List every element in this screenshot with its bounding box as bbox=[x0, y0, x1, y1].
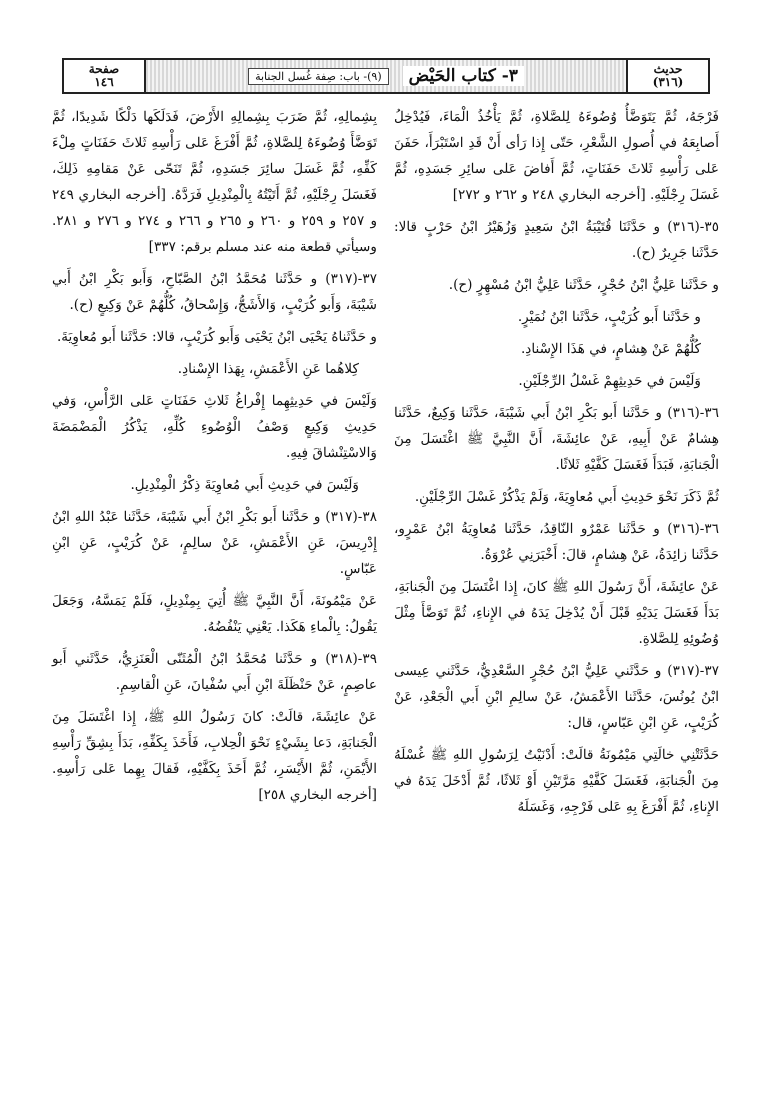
paragraph: و حَدَّثَنا أَبو كُرَيْبٍ، حَدَّثَنا ابْنُ نُمَيْرٍ. bbox=[517, 309, 701, 325]
paragraph: ثُمَّ ذَكَرَ نَحْوَ حَدِيثِ أَبي مُعاوِيَةَ، وَلَمْ يَذْكُرْ غَسْلَ الرِّجْلَيْنِ. bbox=[414, 489, 719, 505]
paragraph: عَنْ عائِشَةَ، قالَتْ: كانَ رَسُولُ اللهِ ﷺ، إِذا اغْتَسَلَ مِنَ الْجَنابَةِ، دَعا بِشَيْءٍ نَحْوَ الْحِلابِ، فَأَخَذَ بِكَفِّهِ، بَدَأَ بِشِقِّ رَأْسِهِ الأَيْمَنِ، ثُمَّ الأَيْسَرِ، ثُمَّ أَخَذَ بِكَفَّيْهِ، فَقالَ بِهِما عَلى رَأْسِهِ. [أخرجه البخاري ٢٥٨] bbox=[52, 709, 377, 803]
paragraph: فَرْجَهُ، ثُمَّ يَتَوَضَّأُ وُضُوءَهُ لِلصَّلاةِ، ثُمَّ يَأْخُذُ الْمَاءَ، فَيُدْخِلُ أَصابِعَهُ في أُصولِ الشَّعْرِ، حَتّى إِذا رَأى أَنْ قَدِ اسْتَبْرَأَ، حَفَنَ عَلى رَأْسِهِ ثَلاثَ حَفَنَاتٍ، ثُمَّ أَفاضَ عَلى سائِرِ جَسَدِهِ، ثُمَّ غَسَلَ رِجْلَيْهِ. [أخرجه البخاري ٢٤٨ و ٢٦٢ و ٢٧٢] bbox=[394, 109, 719, 203]
hadith-number-box bbox=[626, 60, 708, 92]
page-header bbox=[62, 58, 710, 94]
hadith-entry: ٣٩-(٣١٨) و حَدَّثَنا مُحَمَّدُ ابْنُ الْمُثَنّى الْعَنَزِيُّ، حَدَّثَني أَبو عاصِمٍ، عَنْ حَنْظَلَةَ ابْنِ أَبي سُفْيانَ، عَنِ الْقاسِمِ. bbox=[52, 651, 377, 693]
paragraph: و حَدَّثَناهُ يَحْيَى ابْنُ يَحْيَى وَأَبو كُرَيْبٍ، قالا: حَدَّثَنا أَبو مُعاوِيَةَ. bbox=[56, 329, 377, 345]
left-column bbox=[52, 104, 377, 1084]
paragraph: كِلاهُما عَنِ الأَعْمَشِ، بِهَذا الإِسْنادِ. bbox=[177, 361, 359, 377]
paragraph: كُلُّهُمْ عَنْ هِشامٍ، في هَذَا الإِسْنادِ. bbox=[520, 341, 701, 357]
hadith-entry: ٣٧-(٣١٧) و حَدَّثَنا مُحَمَّدُ ابْنُ الصَّبّاحِ، وَأَبو بَكْرِ ابْنُ أَبي شَيْبَةَ، وَأَبو كُرَيْبٍ، وَالأَشَجُّ، وَإِسْحاقُ، كُلُّهُمْ عَنْ وَكِيعٍ (ح). bbox=[52, 271, 377, 313]
right-column bbox=[394, 104, 719, 1084]
paragraph: وَلَيْسَ في حَدِيثِهِمْ غَسْلُ الرِّجْلَيْنِ. bbox=[518, 373, 701, 389]
paragraph: حَدَّثَتْنِي خالَتِي مَيْمُونَةُ قالَتْ: أَدْنَيْتُ لِرَسُولِ اللهِ ﷺ غُسْلَهُ مِنَ الْجَنابَةِ، فَغَسَلَ كَفَّيْهِ مَرَّتَيْنِ أَوْ ثَلاثًا، ثُمَّ أَدْخَلَ يَدَهُ في الإِناءِ، ثُمَّ أَفْرَغَ بِهِ عَلى فَرْجِهِ، وَغَسَلَهُ bbox=[394, 747, 719, 815]
page-number-box bbox=[64, 60, 146, 92]
hadith-entry: ٣٧-(٣١٧) و حَدَّثَني عَلِيُّ ابْنُ حُجْرٍ السَّعْدِيُّ، حَدَّثَني عِيسى ابْنُ يُونُسَ، حَدَّثَنا الأَعْمَشُ، عَنْ سالِمِ ابْنِ أَبي الْجَعْدِ، عَنْ كُرَيْبٍ، عَنِ ابْنِ عَبّاسٍ، قال: bbox=[394, 663, 719, 731]
paragraph: و حَدَّثَنا عَلِيُّ ابْنُ حُجْرٍ، حَدَّثَنا عَلِيُّ ابْنُ مُسْهِرٍ (ح). bbox=[448, 277, 719, 293]
paragraph: وَلَيْسَ في حَدِيثِهِما إِفْراغُ ثَلاثِ حَفَنَاتٍ عَلى الرَّأْسِ، وَفي حَدِيثِ وَكِيعٍ وَصْفُ الْوُضُوءِ كُلِّهِ، يَذْكُرُ الْمَضْمَضَةَ وَالاسْتِنْشاقَ فِيهِ. bbox=[52, 393, 377, 461]
paragraph: وَلَيْسَ في حَدِيثِ أَبي مُعاوِيَةَ ذِكْرُ الْمِنْدِيلِ. bbox=[130, 477, 359, 493]
hadith-entry: ٣٨-(٣١٧) و حَدَّثَنا أَبو بَكْرِ ابْنُ أَبي شَيْبَةَ، حَدَّثَنا عَبْدُ اللهِ ابْنُ إِدْرِيسَ، عَنِ الأَعْمَشِ، عَنْ سالِمٍ، عَنْ كُرَيْبٍ، عَنِ ابْنِ عَبّاسٍ. bbox=[52, 509, 377, 577]
page-number: ١٤٦ bbox=[94, 75, 114, 89]
book-title: ٣- كتاب الحَيْض bbox=[403, 66, 524, 86]
paragraph: بِشِمالِهِ، ثُمَّ ضَرَبَ بِشِمالِهِ الأَرْضَ، فَدَلَكَها دَلْكًا شَدِيدًا، ثُمَّ تَوَضَّأَ وُضُوءَهُ لِلصَّلاةِ، ثُمَّ أَفْرَغَ عَلى رَأْسِهِ ثَلاثَ حَفَنَاتٍ مِلْءَ كَفِّهِ، ثُمَّ غَسَلَ سائِرَ جَسَدِهِ، ثُمَّ تَنَحّى عَنْ مَقامِهِ ذَلِكَ، فَغَسَلَ رِجْلَيْهِ، ثُمَّ أَتَيْتُهُ بِالْمِنْدِيلِ فَرَدَّهُ. [أخرجه البخاري ٢٤٩ و ٢٥٧ و ٢٥٩ و ٢٦٠ و ٢٦٥ و ٢٦٦ و ٢٧٤ و ٢٧٦ و ٢٨١. وسيأتي قطعة منه عند مسلم برقم: ٣٣٧] bbox=[52, 109, 378, 255]
header-title-band bbox=[146, 60, 626, 92]
hadith-entry: ٣٥-(٣١٦) و حَدَّثَنَا قُتَيْبَةُ ابْنُ سَعِيدٍ وَزُهَيْرُ ابْنُ حَرْبٍ قالا: حَدَّثَنا جَرِيرٌ (ح). bbox=[394, 219, 719, 261]
hadith-number: (٣١٦) bbox=[652, 75, 684, 89]
chapter-title: (٩)- باب: صِفة غُسل الجنابة bbox=[248, 68, 389, 85]
hadith-entry: ٣٦-(٣١٦) و حَدَّثَنا أَبو بَكْرِ ابْنُ أَبي شَيْبَةَ، حَدَّثَنا وَكِيعٌ، حَدَّثَنا هِشامٌ عَنْ أَبِيهِ، عَنْ عائِشَةَ، أَنَّ النَّبِيَّ ﷺ اغْتَسَلَ مِنَ الْجَنابَةِ، فَبَدَأَ فَغَسَلَ كَفَّيْهِ ثَلاثًا. bbox=[394, 405, 719, 473]
paragraph: عَنْ عائِشَةَ، أَنَّ رَسُولَ اللهِ ﷺ كانَ، إِذا اغْتَسَلَ مِنَ الْجَنابَةِ، بَدَأَ فَغَسَلَ يَدَيْهِ قَبْلَ أَنْ يُدْخِلَ يَدَهُ في الإِناءِ، ثُمَّ تَوَضَّأَ مِثْلَ وُضُوئِهِ لِلصَّلاةِ. bbox=[394, 579, 719, 647]
hadith-entry: ٣٦-(٣١٦) و حَدَّثَنا عَمْرٌو النّاقِدُ، حَدَّثَنا مُعاوِيَةُ ابْنُ عَمْرٍو، حَدَّثَنا زائِدَةُ، عَنْ هِشامٍ، قالَ: أَخْبَرَنِي عُرْوَةُ. bbox=[394, 521, 719, 563]
page-label: صفحة bbox=[88, 62, 120, 76]
paragraph: عَنْ مَيْمُونَةَ، أَنَّ النَّبِيَّ ﷺ أُتِيَ بِمِنْدِيلٍ، فَلَمْ يَمَسَّهُ، وَجَعَلَ يَقُولُ: بِالْماءِ هَكَذا. يَعْنِي يَنْفُضُهُ. bbox=[52, 593, 377, 635]
hadith-label: حديث bbox=[653, 62, 683, 76]
